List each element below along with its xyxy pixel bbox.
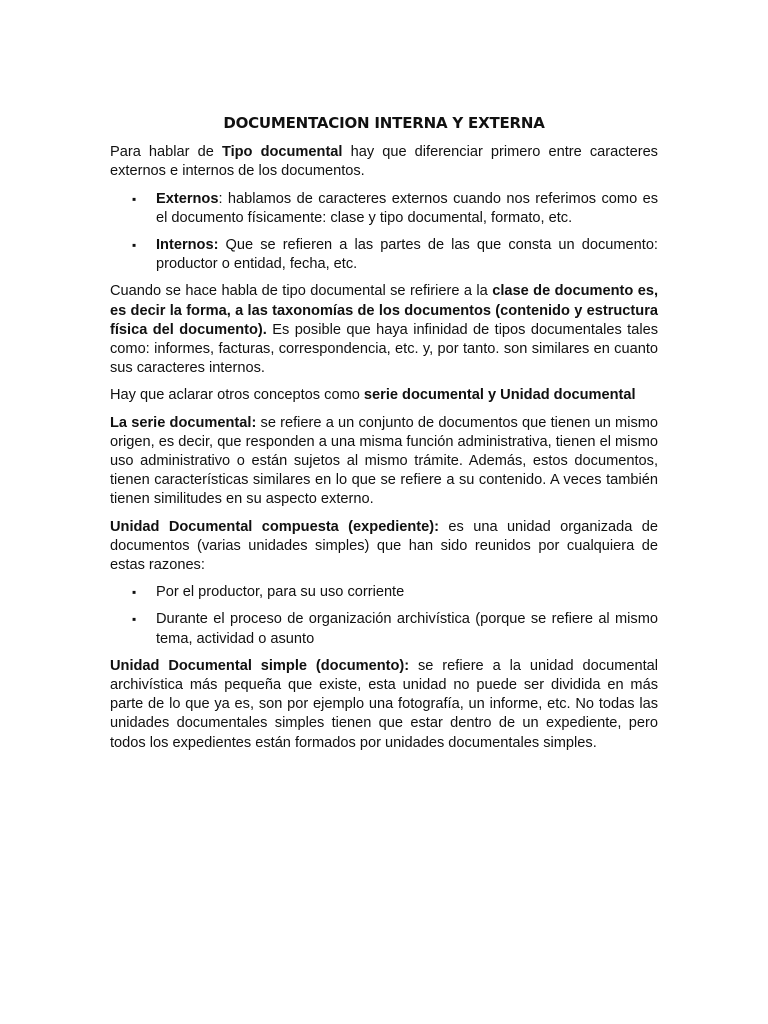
characters-list <box>110 190 658 275</box>
reasons-list <box>110 583 658 649</box>
list-item-text: Durante el proceso de organización archivística (porque se refiere al mismo tema, actividad o asunto <box>156 611 658 647</box>
page-title: DOCUMENTACION INTERNA Y EXTERNA <box>223 114 545 132</box>
list-item-text: : hablamos de caracteres externos cuando nos referimos como es el documento físicamente: clase y tipo documental, formato, etc. <box>156 190 658 226</box>
paragraph-bold: Unidad Documental compuesta (expediente): <box>110 518 440 535</box>
unidad-compuesta-paragraph <box>110 518 658 576</box>
paragraph-bold: La serie documental: <box>110 414 257 431</box>
list-item <box>110 236 658 274</box>
paragraph-text: es una unidad organizada de documentos (varias unidades simples) que han sido reunidos por cualquiera de estas razones: <box>110 518 658 574</box>
document-page <box>110 114 658 761</box>
paragraph-text: se refiere a la unidad documental archivística más pequeña que existe, esta unidad no puede ser dividida en más parte de lo que ya es, son por ejemplo una fotografía, un informe, etc. No todas las unidades documentales simples tienen que estar dentro de un expediente, pero todos los expedientes están formados por unidades documentales simples. <box>110 657 658 751</box>
concepts-paragraph <box>110 386 658 405</box>
paragraph-bold: serie documental y Unidad documental <box>363 387 636 404</box>
bullet-icon: ▪ <box>132 238 137 253</box>
paragraph-text: se refiere a un conjunto de documentos que tienen un mismo origen, es decir, que responden a una misma función administrativa, tienen el mismo uso administrativo o están sujetos al mismo trámite. Además, estos documentos, tienen características similares en lo que se refiere a su contenido. A veces también tienen similitudes en su aspecto externo. <box>110 414 659 508</box>
paragraph-bold: clase de documento es, es decir la forma, a las taxonomías de los documentos (contenido y estructura física del documento). <box>110 283 658 338</box>
serie-documental-paragraph <box>110 414 658 510</box>
list-item-text: Que se refieren a las partes de las que consta un documento: productor o entidad, fecha, etc. <box>156 237 658 273</box>
bullet-icon: ▪ <box>132 191 137 206</box>
paragraph-text: Hay que aclarar otros conceptos como <box>110 387 364 404</box>
paragraph-text: Cuando se hace habla de tipo documental se refiriere a la <box>110 283 493 300</box>
list-item <box>110 610 658 648</box>
intro-text-cont: hay que diferenciar primero entre caracteres externos e internos de los documentos. <box>110 144 658 180</box>
intro-bold: Tipo documental <box>221 144 343 161</box>
list-item <box>110 190 658 228</box>
list-item <box>110 583 658 602</box>
intro-paragraph <box>110 143 658 181</box>
list-item-term: Internos: <box>156 237 219 254</box>
list-item-text: Por el productor, para su uso corriente <box>156 584 405 601</box>
paragraph-bold: Unidad Documental simple (documento): <box>110 657 410 674</box>
intro-text: Para hablar de <box>110 144 222 161</box>
unidad-simple-paragraph <box>110 657 658 753</box>
bullet-icon: ▪ <box>132 612 137 627</box>
bullet-icon: ▪ <box>132 585 137 600</box>
tipo-documental-paragraph <box>110 282 658 378</box>
paragraph-text-cont: Es posible que haya infinidad de tipos documentales tales como: informes, facturas, correspondencia, etc. y, por tanto. son similares en cuanto sus caracteres internos. <box>110 321 658 377</box>
list-item-term: Externos <box>156 190 219 207</box>
